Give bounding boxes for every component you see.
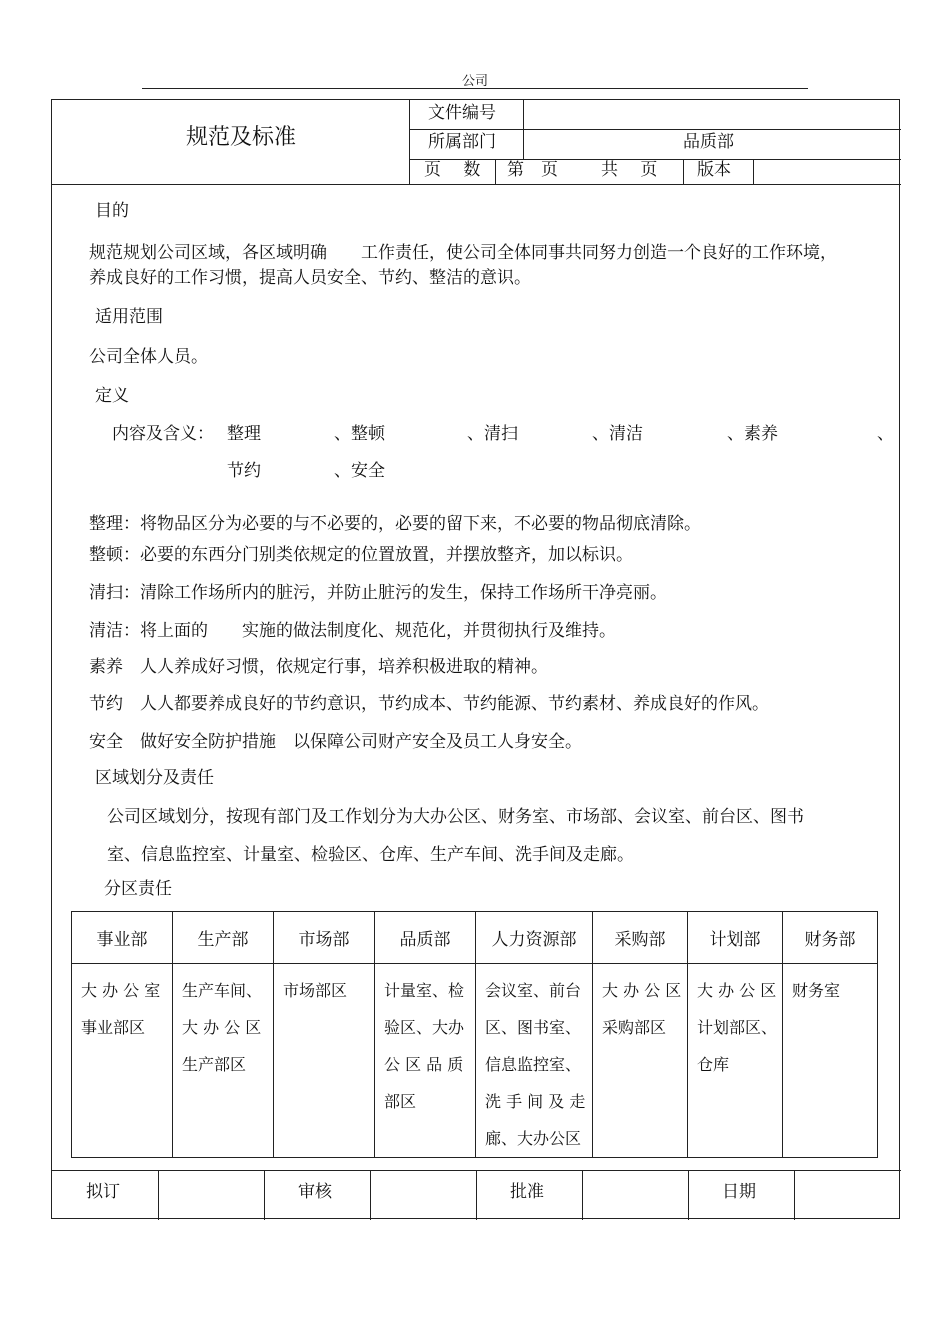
cell-purchasing-zones (593, 964, 688, 1158)
header-purchasing-dept: 采购部 (593, 912, 688, 964)
cell-planning-zones (688, 964, 783, 1158)
term-safety: 、安全 (334, 461, 385, 481)
def-line-seiso: 清扫：清除工作场所内的脏污，并防止脏污的发生，保持工作场所干净亮丽。 (89, 583, 667, 603)
scope-text: 公司全体人员。 (89, 347, 208, 367)
cell-hr-zones (476, 964, 593, 1158)
cell-line: 生产车间、 (182, 981, 263, 1000)
version-label: 版本 (697, 160, 731, 180)
date-label: 日期 (722, 1182, 756, 1202)
purpose-line-2: 养成良好的工作习惯，提高人员安全、节约、整洁的意识。 (89, 268, 531, 288)
area-heading: 区域划分及责任 (95, 768, 214, 788)
term-seiton: 、整顿 (334, 424, 385, 444)
purpose-heading: 目的 (95, 201, 129, 221)
cell-line: 大 办 公 区 (697, 981, 777, 1000)
draft-label: 拟订 (86, 1182, 120, 1202)
header-rule (142, 88, 808, 89)
term-saving: 节约 (227, 461, 261, 481)
cell-line: 仓库 (697, 1055, 730, 1074)
scope-heading: 适用范围 (95, 307, 163, 327)
def-line-seiri: 整理：将物品区分为必要的与不必要的，必要的留下来，不必要的物品彻底清除。 (89, 514, 701, 534)
cell-line: 市场部区 (283, 981, 348, 1000)
def-line-saving: 节约 人人都要养成良好的节约意识，节约成本、节约能源、节约素材、养成良好的作风。 (89, 694, 769, 714)
total-pages-label: 共 页 (601, 160, 658, 180)
pages-label: 页 数 (424, 160, 481, 180)
review-label: 审核 (298, 1182, 332, 1202)
header-quality-dept: 品质部 (375, 912, 476, 964)
cell-line: 信息监控室、 (485, 1055, 582, 1074)
department-label: 所属部门 (428, 132, 496, 152)
document-title: 规范及标准 (186, 125, 297, 150)
purpose-line-1: 规范规划公司区域，各区域明确 工作责任，使公司全体同事共同努力创造一个良好的工作环境， (89, 243, 837, 263)
cell-line: 会议室、前台 (485, 981, 582, 1000)
header-finance-dept: 财务部 (783, 912, 878, 964)
def-line-seiton: 整顿：必要的东西分门别类依规定的位置放置，并摆放整齐，加以标识。 (89, 545, 633, 565)
cell-line: 计量室、检 (384, 981, 465, 1000)
cell-line: 大 办 公 区 (602, 981, 682, 1000)
definition-intro: 内容及含义： (112, 424, 214, 444)
cell-line: 生产部区 (182, 1055, 247, 1074)
zone-heading: 分区责任 (104, 879, 172, 899)
table-header-row (72, 912, 878, 964)
area-line-1: 公司区域划分，按现有部门及工作划分为大办公区、财务室、市场部、会议室、前台区、图书 (107, 807, 804, 827)
area-line-2: 室、信息监控室、计量室、检验区、仓库、生产车间、洗手间及走廊。 (107, 845, 634, 865)
cell-finance-zones (783, 964, 878, 1158)
cell-production-zones (173, 964, 274, 1158)
cell-line: 财务室 (792, 981, 841, 1000)
header-planning-dept: 计划部 (688, 912, 783, 964)
cell-line: 大 办 公 室 (81, 981, 161, 1000)
header-marketing-dept: 市场部 (274, 912, 375, 964)
term-separator: 、 (877, 424, 894, 444)
header-production-dept: 生产部 (173, 912, 274, 964)
approve-label: 批准 (510, 1182, 544, 1202)
term-seiketsu: 、清洁 (592, 424, 643, 444)
header-hr-dept: 人力资源部 (476, 912, 593, 964)
department-value: 品质部 (683, 132, 734, 152)
term-seiso: 、清扫 (467, 424, 518, 444)
doc-number-label: 文件编号 (428, 103, 496, 123)
header-business-dept: 事业部 (72, 912, 173, 964)
def-line-safety: 安全 做好安全防护措施 以保障公司财产安全及员工人身安全。 (89, 732, 582, 752)
page-no-label: 第 页 (507, 160, 558, 180)
table-row (72, 964, 878, 1158)
cell-marketing-zones (274, 964, 375, 1158)
def-line-shitsuke: 素养 人人养成好习惯，依规定行事，培养积极进取的精神。 (89, 657, 548, 677)
def-line-seiketsu: 清洁：将上面的 实施的做法制度化、规范化，并贯彻执行及维持。 (89, 621, 616, 641)
cell-line: 区、图书室、 (485, 1018, 582, 1037)
cell-business-zones (72, 964, 173, 1158)
definition-heading: 定义 (95, 386, 129, 406)
cell-line: 计划部区、 (697, 1018, 778, 1037)
cell-quality-zones (375, 964, 476, 1158)
department-zone-table (71, 911, 878, 1158)
cell-line: 验区、大办 (384, 1018, 465, 1037)
cell-line: 部区 (384, 1092, 417, 1111)
cell-line: 采购部区 (602, 1018, 667, 1037)
cell-line: 事业部区 (81, 1018, 146, 1037)
term-seiri: 整理 (227, 424, 261, 444)
term-shitsuke: 、素养 (727, 424, 778, 444)
company-name: 公司 (461, 74, 488, 89)
cell-line: 大 办 公 区 (182, 1018, 262, 1037)
cell-line: 公 区 品 质 (384, 1055, 464, 1074)
cell-line: 廊、大办公区 (485, 1129, 582, 1148)
cell-line: 洗 手 间 及 走 (485, 1092, 586, 1111)
